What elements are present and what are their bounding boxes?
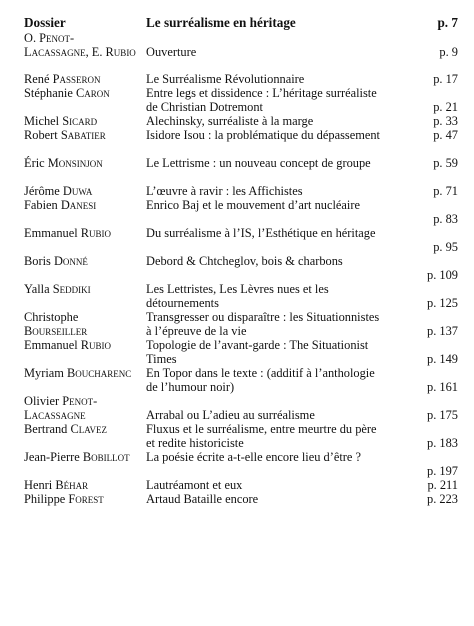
toc-entry bbox=[24, 451, 458, 479]
entry-page: p. 71 bbox=[433, 184, 458, 198]
toc-entry bbox=[24, 367, 458, 395]
entry-page: p. 125 bbox=[427, 296, 458, 310]
entry-title: Fluxus et le surréalisme, entre meurtre du père et redite historiciste bbox=[146, 422, 377, 450]
entry-author: Éric Monsinjon bbox=[24, 156, 103, 170]
entry-title: Entre legs et dissidence : L’héritage surréaliste de Christian Dotremont bbox=[146, 86, 377, 114]
entry-author: Boris Donné bbox=[24, 254, 88, 268]
entry-page: p. 47 bbox=[433, 128, 458, 142]
entry-title: Transgresser ou disparaître : les Situationnistes à l’épreuve de la vie bbox=[146, 310, 380, 338]
entry-author: Michel Sicard bbox=[24, 114, 98, 128]
entry-author: Emmanuel Rubio bbox=[24, 338, 112, 352]
entry-page: p. 33 bbox=[433, 114, 458, 128]
entry-title: Artaud Bataille encore bbox=[146, 492, 259, 506]
toc-entry bbox=[24, 493, 458, 507]
entry-title: Topologie de l’avant-garde : The Situationist Times bbox=[146, 338, 369, 366]
entry-page: p. 137 bbox=[427, 324, 458, 338]
entry-page: p. 21 bbox=[433, 100, 458, 114]
toc-entry bbox=[24, 311, 458, 339]
section-page: p. 7 bbox=[437, 15, 458, 30]
toc-entry bbox=[24, 115, 458, 129]
entry-title: Lautréamont et eux bbox=[146, 478, 243, 492]
table-of-contents bbox=[24, 16, 458, 507]
entry-page: p. 161 bbox=[427, 380, 458, 394]
toc-entry bbox=[24, 129, 458, 157]
entry-page: p. 197 bbox=[427, 464, 458, 478]
toc-entry bbox=[24, 227, 458, 255]
entry-page: p. 95 bbox=[433, 240, 458, 254]
entry-author: Fabien Danesi bbox=[24, 198, 97, 212]
toc-entry bbox=[24, 479, 458, 493]
entry-page: p. 175 bbox=[427, 408, 458, 422]
entry-author: Jérôme Duwa bbox=[24, 184, 93, 198]
toc-entry bbox=[24, 73, 458, 87]
entry-page: p. 59 bbox=[433, 156, 458, 170]
entry-page: p. 109 bbox=[427, 268, 458, 282]
entry-author: Philippe Forest bbox=[24, 492, 104, 506]
entry-title: Du surréalisme à l’IS, l’Esthétique en héritage bbox=[146, 226, 376, 240]
entry-author: Yalla Seddiki bbox=[24, 282, 91, 296]
entry-author: Emmanuel Rubio bbox=[24, 226, 112, 240]
entry-title: Alechinsky, surréaliste à la marge bbox=[146, 114, 314, 128]
entry-page: p. 183 bbox=[427, 436, 458, 450]
entry-title: Les Lettristes, Les Lèvres nues et les détournements bbox=[146, 282, 329, 310]
entry-page: p. 9 bbox=[439, 45, 458, 59]
entry-author: Henri Béhar bbox=[24, 478, 89, 492]
toc-entry bbox=[24, 87, 458, 115]
entry-author: Christophe Bourseiller bbox=[24, 310, 88, 338]
entry-page: p. 223 bbox=[427, 492, 458, 506]
entry-title: Ouverture bbox=[146, 45, 197, 59]
entry-title: La poésie écrite a-t-elle encore lieu d’être ? bbox=[146, 450, 361, 464]
entry-title: En Topor dans le texte : (additif à l’anthologie de l’humour noir) bbox=[146, 366, 375, 394]
entry-author: O. Penot- Lacassagne, E. Rubio bbox=[24, 31, 136, 59]
toc-entry bbox=[24, 395, 458, 423]
entry-author: Jean-Pierre Bobillot bbox=[24, 450, 130, 464]
entry-author: Myriam Boucharenc bbox=[24, 366, 132, 380]
entry-title: Arrabal ou L’adieu au surréalisme bbox=[146, 408, 315, 422]
toc-entry bbox=[24, 199, 458, 227]
entry-title: Le Surréalisme Révolutionnaire bbox=[146, 72, 305, 86]
entry-title: Enrico Baj et le mouvement d’art nucléaire bbox=[146, 198, 360, 212]
entry-author: Olivier Penot- Lacassagne bbox=[24, 394, 98, 422]
entry-page: p. 83 bbox=[433, 212, 458, 226]
entry-author: Stéphanie Caron bbox=[24, 86, 110, 100]
section-title: Le surréalisme en héritage bbox=[146, 15, 296, 30]
entry-author: René Passeron bbox=[24, 72, 101, 86]
section-label: Dossier bbox=[24, 15, 66, 30]
entry-page: p. 211 bbox=[427, 478, 458, 492]
entry-page: p. 17 bbox=[433, 72, 458, 86]
entry-title: Isidore Isou : la problématique du dépassement bbox=[146, 128, 380, 142]
toc-entry bbox=[24, 32, 458, 73]
entry-title: Le Lettrisme : un nouveau concept de groupe bbox=[146, 156, 371, 170]
entry-author: Robert Sabatier bbox=[24, 128, 106, 142]
toc-entry bbox=[24, 157, 458, 185]
toc-header bbox=[24, 16, 458, 32]
entry-author: Bertrand Clavez bbox=[24, 422, 108, 436]
entry-title: Debord & Chtcheglov, bois & charbons bbox=[146, 254, 343, 268]
toc-entry bbox=[24, 283, 458, 311]
entry-title: L’œuvre à ravir : les Affichistes bbox=[146, 184, 303, 198]
toc-entry bbox=[24, 423, 458, 451]
toc-entry bbox=[24, 339, 458, 367]
entry-page: p. 149 bbox=[427, 352, 458, 366]
toc-entry bbox=[24, 255, 458, 283]
toc-entry bbox=[24, 185, 458, 199]
